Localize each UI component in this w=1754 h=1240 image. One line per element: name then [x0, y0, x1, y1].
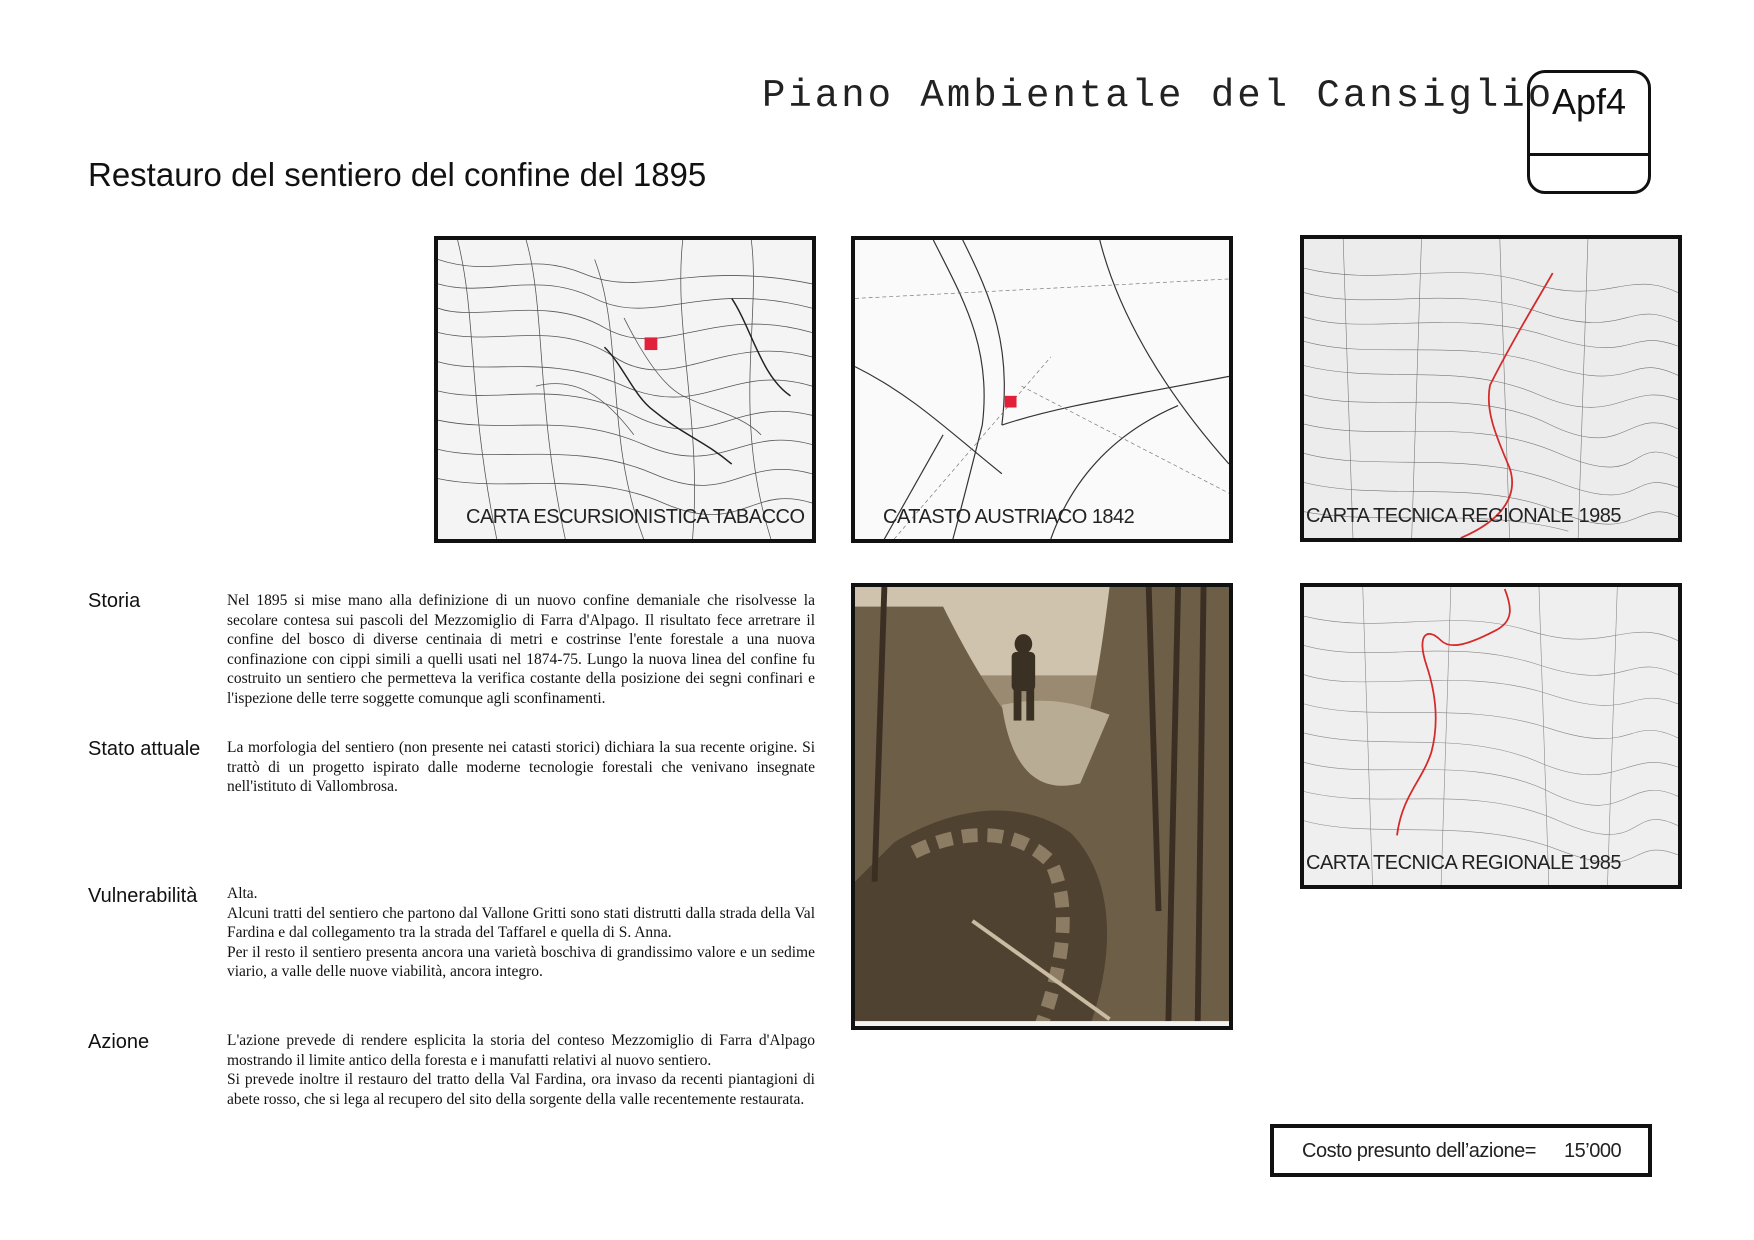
location-marker	[645, 337, 658, 350]
sheet-code: Apf4	[1551, 81, 1627, 122]
map-caption-ctr-1: CARTA TECNICA REGIONALE 1985	[1306, 505, 1622, 527]
location-marker	[1005, 396, 1017, 408]
cost-label: Costo presunto dell’azione=	[1302, 1140, 1536, 1162]
map-caption-ctr-2: CARTA TECNICA REGIONALE 1985	[1306, 852, 1622, 874]
code-box-divider	[1530, 153, 1648, 156]
map-tabacco	[434, 236, 816, 543]
map-ctr-1	[1300, 235, 1682, 542]
technical-map-image	[1304, 587, 1678, 885]
section-text-azione: L'azione prevede di rendere esplicita la storia del conteso Mezzomiglio di Farra d'Alpago mostrando il limite antico della foresta e i manufatti relativi al nuovo sentiero. Si prevede inoltre il restauro del tratto della Val Fardina, ora invaso da recenti piantagioni di abete rosso, che si lega al recupero del sito della sorgente della valle recentemente restaurata.	[227, 1032, 815, 1108]
map-caption-catasto: CATASTO AUSTRIACO 1842	[883, 506, 1135, 528]
technical-map-image	[1304, 239, 1678, 538]
route-line	[1461, 273, 1553, 538]
cost-value: 15’000	[1564, 1140, 1622, 1162]
trail-photo	[851, 583, 1233, 1030]
section-text-storia: Nel 1895 si mise mano alla definizione di un nuovo confine demaniale che risolvesse la secolare contesa sui pascoli del Mezzomiglio di Farra d'Alpago. Il risultato fece arretrare il confine del bosco di diverse centinaia di metri e costrinse l'ente forestale a una nuova confinazione con cippi simili a quelli usati nel 1874-75. Lungo la nuova linea del confine fu costruito un sentiero che permetteva la verifica costante della posizione dei segni confinari e l'ispezione delle terre soggette comunque agli sconfinamenti.	[227, 592, 815, 707]
section-label-vulnerabilita: Vulnerabilità	[88, 885, 198, 907]
cost-line	[1302, 1140, 1621, 1163]
section-label-stato-attuale: Stato attuale	[88, 738, 201, 760]
page-title: Restauro del sentiero del confine del 1895	[88, 156, 707, 193]
document-header-title: Piano Ambientale del Cansiglio	[762, 74, 1555, 118]
cadastral-map-image	[855, 240, 1229, 539]
map-catasto	[851, 236, 1233, 543]
map-caption-tabacco: CARTA ESCURSIONISTICA TABACCO	[466, 506, 805, 528]
section-label-azione: Azione	[88, 1031, 150, 1053]
sheet-code-box	[1527, 70, 1651, 194]
hiker-on-trail-photo	[855, 587, 1229, 1026]
topographic-map-image	[438, 240, 812, 539]
section-text-stato-attuale: La morfologia del sentiero (non presente nei catasti storici) dichiara la sua recente origine. Si trattò di un progetto ispirato dalle moderne tecnologie forestali che venivano insegnate nell'istituto di Vallombrosa.	[227, 739, 815, 796]
section-label-storia: Storia	[88, 590, 141, 612]
section-text-vulnerabilita: Alta. Alcuni tratti del sentiero che partono dal Vallone Gritti sono stati distrutti dalla strada della Val Fardina e dal collegamento tra la strada del Taffarel e quella di S. Anna. Per il resto il sentiero presenta ancora una varietà boschiva di grandissimo valore e un sedime viario, a valle delle nuove viabilità, ancora integro.	[227, 885, 815, 981]
cost-box	[1270, 1124, 1652, 1177]
map-ctr-2	[1300, 583, 1682, 889]
